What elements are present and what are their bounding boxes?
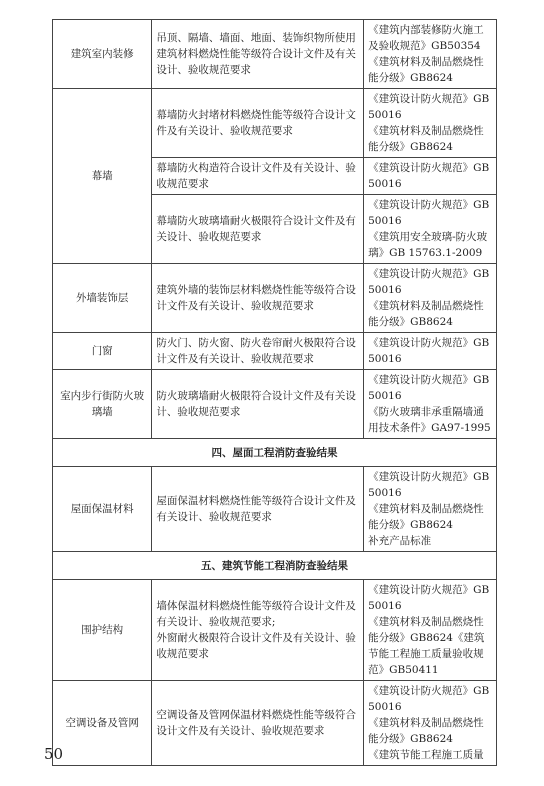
item-name: 围护结构 (53, 580, 152, 681)
table-row (53, 681, 497, 766)
standard-text: 《建筑设计防火规范》GB 50016 《防火玻璃非承重隔墙通用技术条件》GA97-1995 (364, 370, 497, 439)
item-name: 空调设备及管网 (53, 681, 152, 766)
table-row (53, 580, 497, 681)
item-name: 室内步行街防火玻璃墙 (53, 370, 152, 439)
standard-text: 《建筑设计防火规范》GB 50016 《建筑用安全玻璃-防火玻璃》GB 15763.1-2009 (364, 195, 497, 264)
standard-text: 《建筑设计防火规范》GB 50016 《建筑材料及制品燃烧性能分级》GB8624 《建筑节能工程施工质量 (364, 681, 497, 766)
page-number: 50 (44, 745, 64, 763)
requirement-text: 幕墙防火封堵材料燃烧性能等级符合设计文件及有关设计、验收规范要求 (152, 89, 364, 158)
item-name: 外墙装饰层 (53, 264, 152, 333)
requirement-text: 空调设备及管网保温材料燃烧性能等级符合设计文件及有关设计、验收规范要求 (152, 681, 364, 766)
requirement-text: 幕墙防火玻璃墙耐火极限符合设计文件及有关设计、验收规范要求 (152, 195, 364, 264)
standard-text: 《建筑设计防火规范》GB 50016 《建筑材料及制品燃烧性能分级》GB8624 (364, 264, 497, 333)
requirement-text: 防火玻璃墙耐火极限符合设计文件及有关设计、验收规范要求 (152, 370, 364, 439)
requirement-text: 屋面保温材料燃烧性能等级符合设计文件及有关设计、验收规范要求 (152, 467, 364, 552)
requirement-text: 防火门、防火窗、防火卷帘耐火极限符合设计文件及有关设计、验收规范要求 (152, 333, 364, 370)
item-name: 门窗 (53, 333, 152, 370)
item-name: 建筑室内装修 (53, 20, 152, 89)
requirement-text: 幕墙防火构造符合设计文件及有关设计、验收规范要求 (152, 158, 364, 195)
item-name: 幕墙 (53, 89, 152, 264)
requirement-text: 吊顶、隔墙、墙面、地面、装饰织物所使用建筑材料燃烧性能等级符合设计文件及有关设计、验收规范要求 (152, 20, 364, 89)
table-row (53, 20, 497, 89)
section-heading: 五、建筑节能工程消防查验结果 (53, 552, 497, 580)
section-heading: 四、屋面工程消防查验结果 (53, 439, 497, 467)
requirement-text: 建筑外墙的装饰层材料燃烧性能等级符合设计文件及有关设计、验收规范要求 (152, 264, 364, 333)
standard-text: 《建筑设计防火规范》GB 50016 (364, 333, 497, 370)
inspection-table (52, 19, 497, 766)
table-row (53, 264, 497, 333)
table-row (53, 89, 497, 158)
table-row (53, 333, 497, 370)
standard-text: 《建筑内部装修防火施工及验收规范》GB50354 《建筑材料及制品燃烧性能分级》GB8624 (364, 20, 497, 89)
section-row (53, 552, 497, 580)
table-row (53, 467, 497, 552)
table-row (53, 370, 497, 439)
standard-text: 《建筑设计防火规范》GB 50016 《建筑材料及制品燃烧性能分级》GB8624 (364, 89, 497, 158)
standard-text: 《建筑设计防火规范》GB 50016 《建筑材料及制品燃烧性能分级》GB8624《建筑节能工程施工质量验收规范》GB50411 (364, 580, 497, 681)
requirement-text: 墙体保温材料燃烧性能等级符合设计文件及有关设计、验收规范要求; 外窗耐火极限符合设计文件及有关设计、验收规范要求 (152, 580, 364, 681)
section-row (53, 439, 497, 467)
standard-text: 《建筑设计防火规范》GB 50016 《建筑材料及制品燃烧性能分级》GB8624 补充产品标准 (364, 467, 497, 552)
standard-text: 《建筑设计防火规范》GB 50016 (364, 158, 497, 195)
item-name: 屋面保温材料 (53, 467, 152, 552)
